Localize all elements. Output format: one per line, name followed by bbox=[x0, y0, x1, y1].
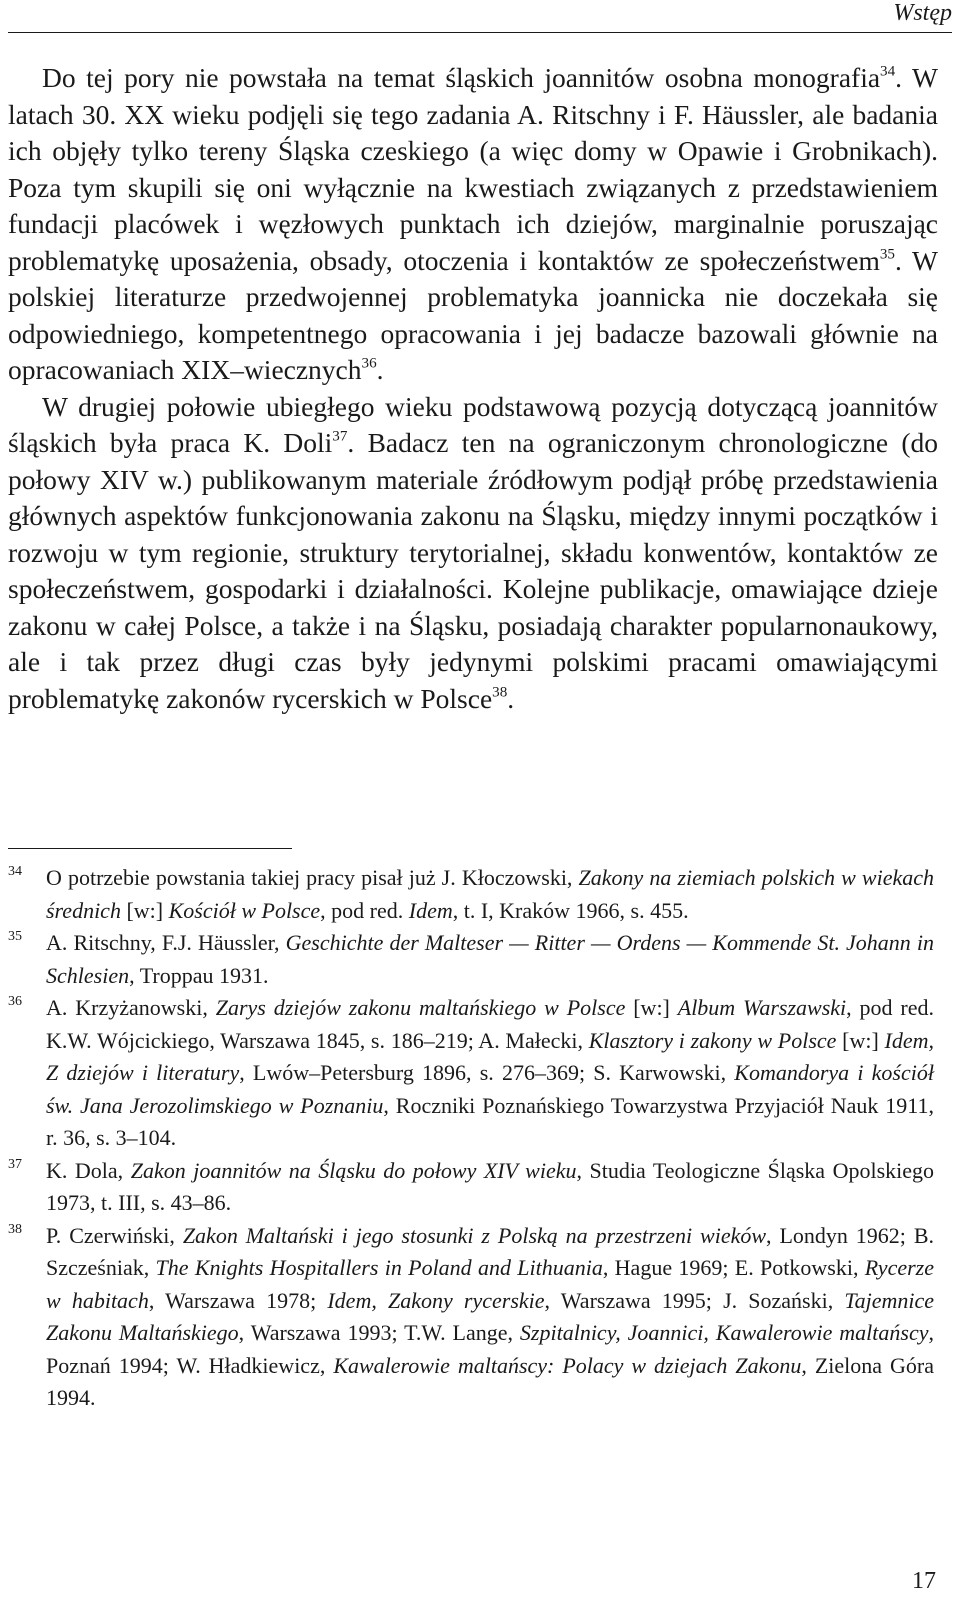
text-run: W drugiej połowie ubiegłego wieku podstawową pozycją dotyczącą joannitów śląskich była praca K. Doli bbox=[8, 390, 938, 458]
footnote-number: 35 bbox=[8, 929, 22, 944]
title-italic: Geschichte der Malteser — Ritter — Ordens — Kommende St. Johann in Schlesien bbox=[46, 930, 934, 988]
title-italic: Idem, Z dziejów i literatury bbox=[46, 1027, 935, 1085]
text-run: , Londyn 1962; B. Szcześniak, bbox=[46, 1222, 934, 1280]
text-run: , Roczniki Poznańskiego Towarzystwa Przyjaciół Nauk 1911, r. 36, s. 3–104. bbox=[46, 1092, 934, 1150]
title-italic: The Knights Hospitallers in Poland and Lithuania bbox=[155, 1255, 603, 1280]
text-run: . Badacz ten na ograniczonym chronologiczne (do połowy XIV w.) publikowanym materiale źródłowym podjął próbę przedstawienia głównych aspektów funkcjonowania zakonu na Śląsku, między innymi początków i rozwoju w tym regionie, struktury terytorialnej, składu konwentów, kontaktów ze społeczeństwem, gospodarki i działalności. Kolejne publikacje, omawiające dzieje zakonu w całej Polsce, a także i na Śląsku, posiadają charakter popularnonaukowy, ale i tak przez długi czas były jedynymi polskimi pracami omawiającymi problematykę zakonów rycerskich w Polsce bbox=[8, 427, 938, 714]
text-run: , Troppau 1931. bbox=[129, 962, 269, 988]
footnote bbox=[8, 862, 934, 927]
text-run: . bbox=[507, 682, 515, 714]
footnote bbox=[8, 1220, 934, 1415]
title-italic: Album Warszawski bbox=[677, 995, 847, 1020]
text-run: . bbox=[376, 354, 384, 385]
footnote-number: 37 bbox=[8, 1156, 22, 1172]
title-italic: Zakon Maltański i jego stosunki z Polską na przestrzeni wieków bbox=[182, 1222, 767, 1248]
text-run: , Lwów–Petersburg 1896, s. 276–369; S. Karwowski, bbox=[239, 1060, 735, 1085]
title-italic: Tajemnice Zakonu Maltańskiego bbox=[46, 1287, 934, 1345]
footnote bbox=[8, 927, 934, 992]
text-run: K. Dola, bbox=[46, 1157, 131, 1183]
text-run: , pod red. K.W. Wójcickiego, Warszawa 1845, s. 186–219; A. Małecki, bbox=[46, 995, 934, 1053]
footnote-ref[interactable]: 35 bbox=[879, 246, 895, 263]
text-run: , Zielona Góra 1994. bbox=[46, 1352, 934, 1410]
text-run: , Studia Teologiczne Śląska Opolskiego 1973, t. III, s. 43–86. bbox=[46, 1157, 935, 1215]
title-italic: Szpitalnicy, Joannici, Kawalerowie maltańscy bbox=[519, 1320, 929, 1345]
page-number: 17 bbox=[912, 1568, 936, 1594]
footnote-number: 38 bbox=[8, 1221, 22, 1237]
paragraph bbox=[8, 389, 938, 718]
title-italic: Idem bbox=[408, 897, 453, 923]
text-run: , Warszawa 1978; bbox=[148, 1287, 328, 1313]
footnote-separator bbox=[8, 848, 292, 849]
title-italic: Zarys dziejów zakonu maltańskiego w Polsce bbox=[215, 995, 626, 1020]
text-run: [w:] bbox=[625, 995, 678, 1020]
title-italic: Kościół w Polsce bbox=[168, 897, 321, 923]
title-italic: Zakon joannitów na Śląsku do połowy XIV wieku bbox=[130, 1157, 577, 1183]
title-italic: Idem, Zakony rycerskie bbox=[327, 1287, 545, 1313]
title-italic: Rycerze w habitach bbox=[46, 1255, 934, 1313]
text-run: Do tej pory nie powstała na temat śląskich joannitów osobna monografia bbox=[42, 62, 881, 93]
text-run: . W polskiej literaturze przedwojennej problematyka joannicka nie doczekała się odpowiedniego, kompetentnego opracowania i jej badacze bazowali głównie na opracowaniach XIX–wiecznych bbox=[8, 244, 939, 385]
text-run: , pod red. bbox=[320, 897, 409, 923]
footnote-ref[interactable]: 34 bbox=[880, 63, 896, 80]
footnote-ref[interactable]: 38 bbox=[492, 684, 508, 701]
text-run: P. Czerwiński, bbox=[46, 1222, 183, 1248]
text-run: [w:] bbox=[836, 1027, 885, 1053]
text-run: A. Ritschny, F.J. Häussler, bbox=[46, 930, 286, 955]
running-header-title: Wstęp bbox=[893, 0, 952, 26]
text-run: , t. I, Kraków 1966, s. 455. bbox=[452, 897, 689, 923]
footnote-number: 34 bbox=[8, 864, 22, 879]
text-run: , Warszawa 1995; J. Sozański, bbox=[544, 1287, 845, 1313]
footnotes bbox=[8, 862, 934, 1415]
main-text bbox=[8, 60, 938, 717]
text-run: , Warszawa 1993; T.W. Lange, bbox=[238, 1320, 520, 1345]
title-italic: Komandorya i kościół św. Jana Jerozolimskiego w Poznaniu bbox=[46, 1060, 934, 1118]
paragraph bbox=[8, 60, 938, 389]
text-run: O potrzebie powstania takiej pracy pisał już J. Kłoczowski, bbox=[46, 865, 579, 890]
footnote-ref[interactable]: 36 bbox=[361, 355, 377, 372]
text-run: . W latach 30. XX wieku podjęli się tego zadania A. Ritschny i F. Häussler, ale badania ich objęły tylko tereny Śląska czeskiego (a więc domy w Opawie i Grobnikach). Poza tym skupili się oni wyłącznie na kwestiach związanych z przedstawieniem fundacji placówek i węzłowych punktach ich dziejów, marginalnie poruszając problematykę uposażenia, obsady, otoczenia i kontaktów ze społeczeństwem bbox=[8, 62, 938, 276]
title-italic: Kawalerowie maltańscy: Polacy w dziejach Zakonu bbox=[333, 1352, 802, 1378]
title-italic: Klasztory i zakony w Polsce bbox=[588, 1027, 837, 1053]
text-run: [w:] bbox=[120, 897, 169, 923]
footnote-ref[interactable]: 37 bbox=[332, 428, 348, 445]
text-run: , Hague 1969; E. Potkowski, bbox=[602, 1255, 865, 1280]
footnote-number: 36 bbox=[8, 994, 22, 1009]
text-run: A. Krzyżanowski, bbox=[46, 995, 216, 1020]
footnote bbox=[8, 992, 934, 1155]
footnote bbox=[8, 1155, 934, 1220]
title-italic: Zakony na ziemiach polskich w wiekach średnich bbox=[46, 865, 934, 923]
running-header bbox=[8, 0, 952, 33]
text-run: , Poznań 1994; W. Hładkiewicz, bbox=[46, 1320, 934, 1378]
